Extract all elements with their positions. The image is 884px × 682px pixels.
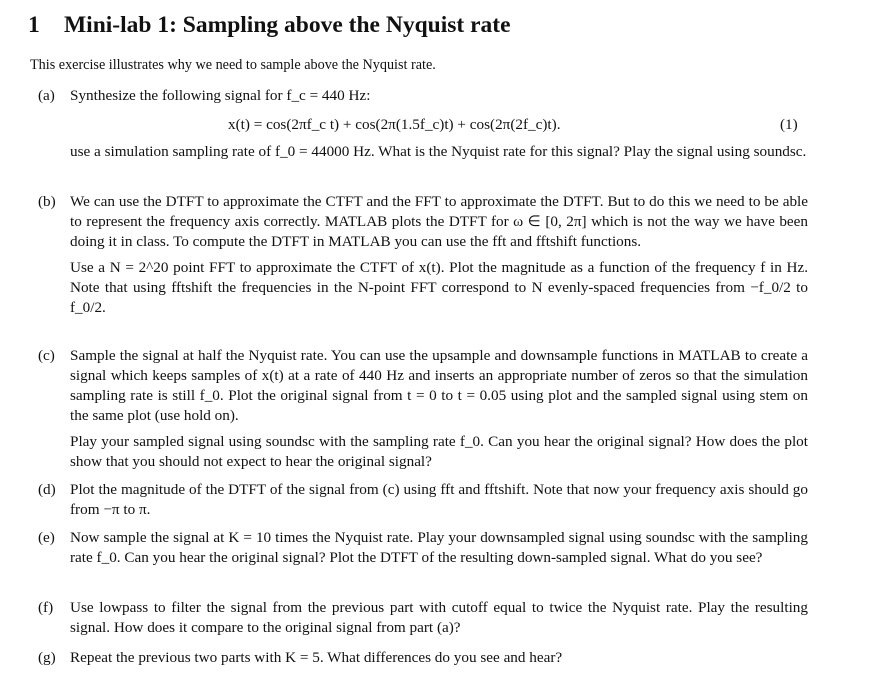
item-label: (c): [38, 347, 55, 364]
item-g-para-1: Repeat the previous two parts with K = 5. What differences do you see and hear?: [70, 649, 563, 666]
item-b-para-2: Use a N = 2^20 point FFT to approximate the CTFT of x(t). Plot the magnitude as a function of the frequency f in Hz. Note that using fftshift the frequencies in the N-point FFT correspond to N evenly-spaced frequencies from −f_0/2 to f_0/2.: [70, 259, 808, 316]
item-label: (b): [38, 193, 56, 210]
item-label: (d): [38, 481, 56, 498]
equation-number: (1): [780, 116, 798, 133]
item-label: (f): [38, 599, 54, 616]
item-label: (g): [38, 649, 56, 666]
item-d: [38, 480, 808, 520]
intro-text: This exercise illustrates why we need to sample above the Nyquist rate.: [30, 57, 436, 73]
item-c: [38, 346, 808, 472]
section-number: 1: [28, 12, 40, 38]
item-g: [38, 648, 808, 668]
item-b: [38, 192, 808, 318]
item-e: [38, 528, 808, 568]
item-a: [38, 86, 808, 106]
item-label: (a): [38, 87, 55, 104]
item-b-para-1: We can use the DTFT to approximate the CTFT and the FFT to approximate the DTFT. But to do this we need to be able to represent the frequency axis correctly. MATLAB plots the DTFT for ω ∈ [0, 2π] which is not the way we have been doing it in class. To compute the DTFT in MATLAB you can use the fft and fftshift functions.: [70, 193, 808, 250]
item-e-para-1: Now sample the signal at K = 10 times the Nyquist rate. Play your downsampled signal using soundsc with the sampling rate f_0. Can you hear the original signal? Plot the DTFT of the resulting down-sampled signal. What do you see?: [70, 529, 808, 566]
item-a-para-1: Synthesize the following signal for f_c = 440 Hz:: [70, 87, 371, 104]
item-a-cont: [38, 142, 808, 162]
section-title: Mini-lab 1: Sampling above the Nyquist rate: [64, 12, 511, 38]
item-label: (e): [38, 529, 55, 546]
item-f: [38, 598, 808, 638]
item-f-para-1: Use lowpass to filter the signal from the previous part with cutoff equal to twice the Nyquist rate. Play the resulting signal. How does it compare to the original signal from part (a)?: [70, 599, 808, 636]
equation: x(t) = cos(2πf_c t) + cos(2π(1.5f_c)t) + cos(2π(2f_c)t).: [228, 116, 561, 133]
item-a-para-2: use a simulation sampling rate of f_0 = 44000 Hz. What is the Nyquist rate for this signal? Play the signal using soundsc.: [70, 143, 807, 160]
section-heading: [28, 12, 511, 39]
item-c-para-1: Sample the signal at half the Nyquist rate. You can use the upsample and downsample functions in MATLAB to create a signal which keeps samples of x(t) at a rate of 440 Hz and inserts an appropriate number of zeros so that the simulation sampling rate is still f_0. Plot the original signal from t = 0 to t = 0.05 using plot and the sampled signal using stem on the same plot (use hold on).: [70, 347, 808, 424]
item-d-para-1: Plot the magnitude of the DTFT of the signal from (c) using fft and fftshift. Note that now your frequency axis should go from −π to π.: [70, 481, 808, 518]
item-c-para-2: Play your sampled signal using soundsc with the sampling rate f_0. Can you hear the original signal? How does the plot show that you should not expect to hear the original signal?: [70, 433, 808, 470]
